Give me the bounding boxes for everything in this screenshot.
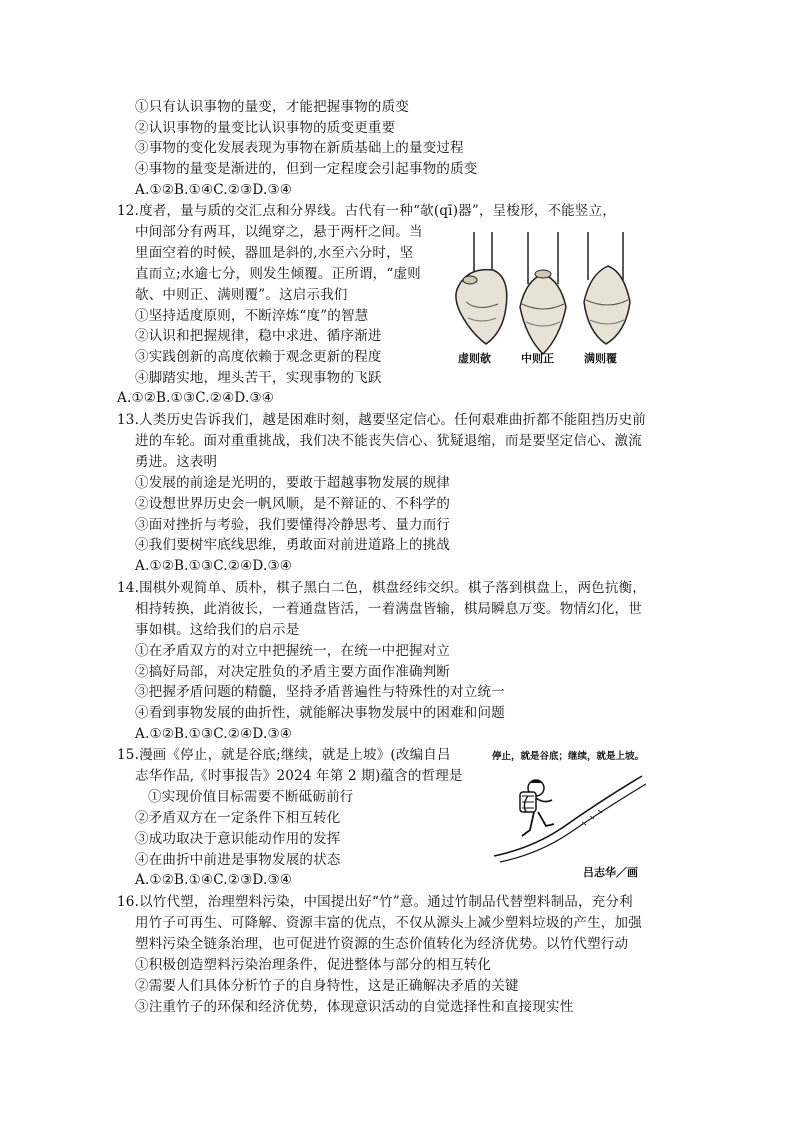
q12-option-2: ②认识和把握规律，稳中求进、循序渐进: [135, 328, 382, 344]
q14-option-4: ④看到事物发展的曲折性，就能解决事物发展中的困难和问题: [135, 705, 505, 721]
q14-answer-choices: A.①②B.①③C.②④D.③④: [135, 726, 293, 742]
q15-stem-line-2: 志华作品,《时事报告》2024 年第 2 期)蕴含的哲理是: [135, 768, 463, 784]
q16-option-1: ①积极创造塑料污染治理条件，促进整体与部分的相互转化: [135, 957, 492, 973]
q13-answer-choices: A.①②B.①③C.②④D.③④: [135, 558, 293, 574]
q13-stem-line-2: 进的车轮。面对重重挑战，我们决不能丧失信心、犹疑退缩，而是要坚定信心、激流: [135, 433, 642, 449]
q14-stem-line-2: 相持转换，此消彼长，一着通盘皆活，一着满盘皆输，棋局瞬息万变。物情幻化，世: [135, 601, 642, 617]
upright-vessel-half: [520, 270, 566, 354]
q15-option-1: ①实现价值目标需要不断砥砺前行: [148, 789, 354, 805]
q11-option-4: ④事物的量变是渐进的，但到一定程度会引起事物的质变: [135, 161, 478, 177]
q14-stem-line-3: 事如棋。这给我们的启示是: [135, 622, 300, 638]
q11-option-3: ③事物的变化发展表现为事物在新质基础上的量变过程: [135, 140, 464, 156]
q12-option-4: ④脚踏实地，埋头苦干，实现事物的飞跃: [135, 370, 382, 386]
q16-option-2: ②需要人们具体分析竹子的自身特性，这是正确解决矛盾的关键: [135, 978, 519, 994]
q14-option-2: ②搞好局部，对决定胜负的矛盾主要方面作准确判断: [135, 664, 451, 680]
q12-stem-line-4: 直而立;水逾七分，则发生倾覆。正所谓，“虚则: [135, 266, 421, 282]
q16-stem-line-3: 塑料污染全链条治理，也可促进竹资源的生态价值转化为经济优势。以竹代塑行动: [135, 936, 629, 952]
vessel-label-1: 虚则欹: [458, 352, 491, 365]
q12-answer-choices: A.①②B.①③C.②④D.③④: [117, 390, 275, 406]
q15-option-2: ②矛盾双方在一定条件下相互转化: [135, 810, 341, 826]
q13-option-1: ①发展的前途是光明的，要敢于超越事物发展的规律: [135, 475, 451, 491]
q13-option-3: ③面对挫折与考验，我们要懂得冷静思考、量力而行: [135, 517, 451, 533]
q14-stem-line-1: 14.围棋外观简单、质朴，棋子黑白二色，棋盘经纬交织。棋子落到棋盘上，两色抗衡，: [117, 580, 646, 596]
q13-stem-line-1: 13.人类历史告诉我们，越是困难时刻，越要坚定信心。任何艰难曲折都不能阻挡历史前: [117, 412, 646, 428]
q15-answer-choices: A.①②B.①④C.②③D.③④: [135, 872, 293, 888]
q15-option-3: ③成功取决于意识能动作用的发挥: [135, 831, 341, 847]
climbing-figure: [520, 780, 554, 837]
q11-option-1: ①只有认识事物的量变，才能把握事物的质变: [135, 99, 409, 115]
q16-stem-line-2: 用竹子可再生、可降解、资源丰富的优点，不仅从源头上减少塑料垃圾的产生，加强: [135, 915, 642, 931]
cartoon-figure: [492, 748, 652, 880]
q15-option-4: ④在曲折中前进是事物发展的状态: [135, 852, 341, 868]
qiqi-vessels-figure: [448, 232, 638, 372]
q13-option-2: ②设想世界历史会一帆风顺，是不辩证的、不科学的: [135, 496, 451, 512]
q12-option-1: ①坚持适度原则，不断淬炼“度”的智慧: [135, 308, 369, 324]
q14-option-1: ①在矛盾双方的对立中把握统一，在统一中把握对立: [135, 643, 451, 659]
vessel-label-3: 满则覆: [584, 352, 617, 365]
q12-stem-line-1: 12.度者，量与质的交汇点和分界线。古代有一种“欹(qī)器”，呈梭形，不能竖立，: [117, 203, 616, 219]
q12-option-3: ③实践创新的高度依赖于观念更新的程度: [135, 349, 382, 365]
q13-option-4: ④我们要树牢底线思维，勇敢面对前进道路上的挑战: [135, 537, 451, 553]
q14-option-3: ③把握矛盾问题的精髓，坚持矛盾普遍性与特殊性的对立统一: [135, 684, 505, 700]
tilted-vessel-empty: [456, 270, 507, 344]
cartoon-caption: 停止，就是谷底；继续，就是上坡。: [492, 751, 645, 762]
q11-option-2: ②认识事物的量变比认识事物的质变更重要: [135, 120, 396, 136]
q12-stem-line-2: 中间部分有两耳，以绳穿之，悬于两杆之间。当: [135, 224, 423, 240]
q16-stem-line-1: 16.以竹代塑，治理塑料污染，中国提出好“竹”意。通过竹制品代替塑料制品，充分利: [117, 894, 633, 910]
q12-stem-line-5: 欹、中则正、满则覆”。这启示我们: [135, 287, 348, 303]
q11-answer-choices: A.①②B.①④C.②③D.③④: [135, 182, 293, 198]
q13-stem-line-3: 勇进。这表明: [135, 454, 218, 470]
q12-stem-line-3: 里面空着的时候，器皿是斜的,水至六分时，坚: [135, 245, 414, 261]
q16-option-3: ③注重竹子的环保和经济优势，体现意识活动的自觉选择性和直接现实性: [135, 999, 574, 1015]
cartoon-illustration: [492, 748, 652, 880]
cartoon-signature: 吕志华／画: [583, 866, 638, 879]
q15-stem-line-1: 15.漫画《停止，就是谷底;继续，就是上坡》(改编自吕: [117, 747, 451, 763]
vessel-label-2: 中则正: [521, 352, 554, 365]
